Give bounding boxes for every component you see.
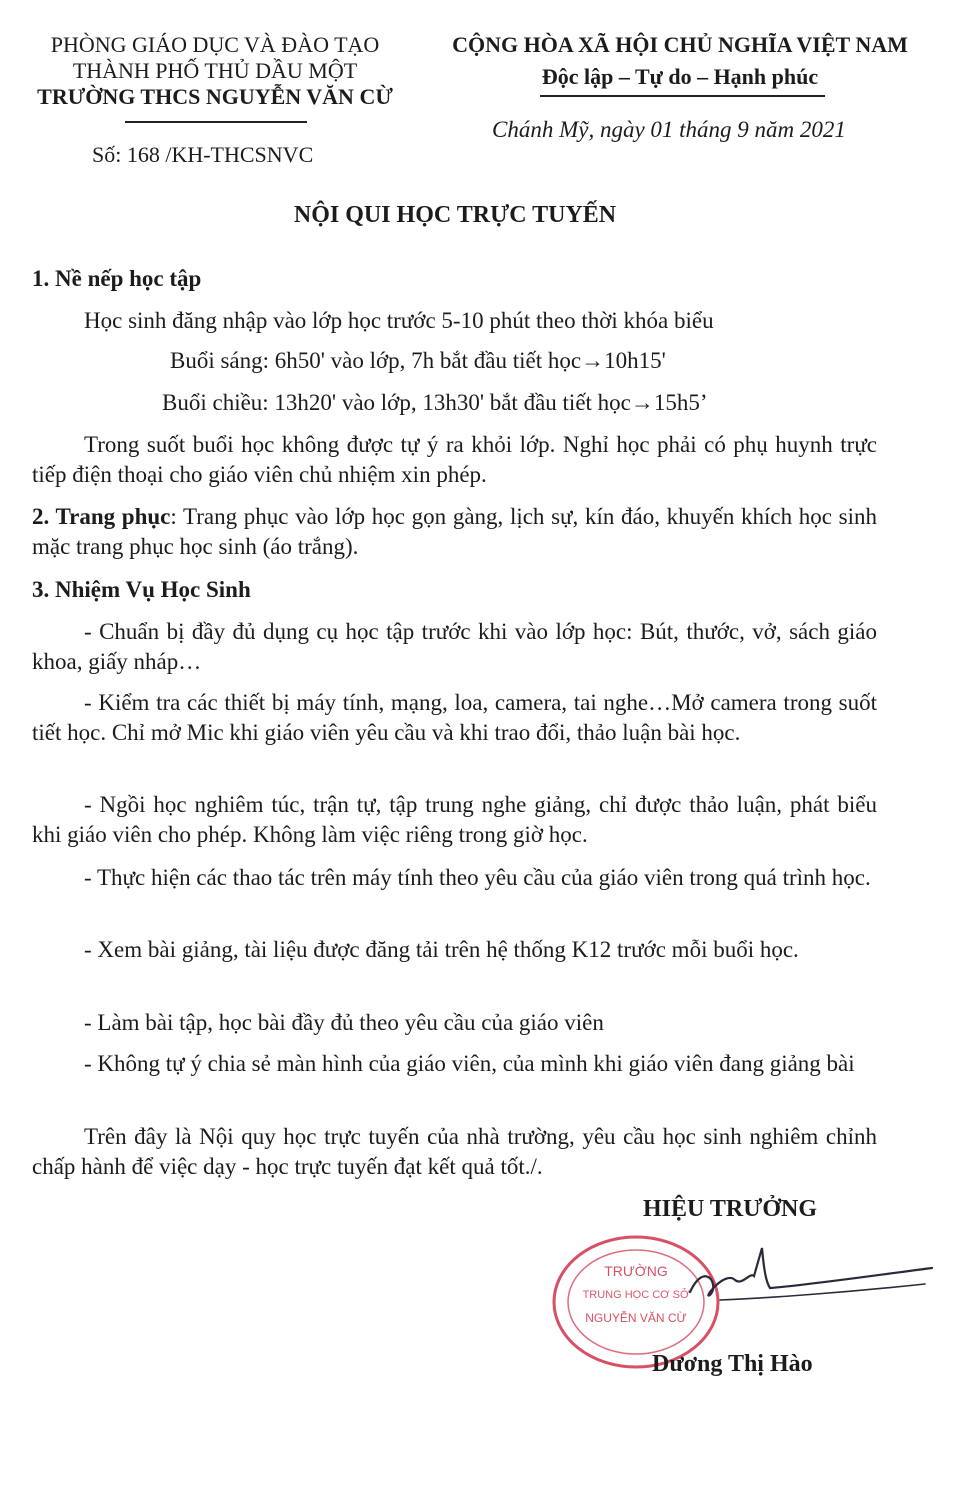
department-name: PHÒNG GIÁO DỤC VÀ ĐÀO TẠO [50,32,380,57]
stamp-text-line: TRƯỜNG [604,1263,668,1279]
afternoon-schedule: Buổi chiều: 13h20' vào lớp, 13h30' bắt đầu tiết học→15h5’ [162,390,708,415]
list-item: - Kiểm tra các thiết bị máy tính, mạng, loa, camera, tai nghe…Mở camera trong suốt tiết học. Chỉ mở Mic khi giáo viên yêu cầu và khi trao đổi, thảo luận bài học. [32,690,877,745]
country-name: CỘNG HÒA XÃ HỘI CHỦ NGHĨA VIỆT NAM [452,32,908,57]
section-1-heading: 1. Nề nếp học tập [32,266,202,291]
section-2-text: : Trang phục vào lớp học gọn gàng, lịch sự, kín đáo, khuyến khích học sinh mặc trang phục học sinh (áo trắng). [32,504,877,559]
signer-name: Dương Thị Hào [652,1351,813,1377]
section-2 [32,502,877,562]
document-number: Số: 168 /KH-THCSNVC [92,142,314,167]
stamp-text-line: NGUYỄN VĂN CỪ [585,1311,687,1325]
city-name: THÀNH PHỐ THỦ DẦU MỘT [72,58,358,83]
stamp-text-line: TRUNG HỌC CƠ SỞ [582,1289,690,1301]
list-item: - Xem bài giảng, tài liệu được đăng tải trên hệ thống K12 trước mỗi buổi học. [84,937,799,962]
closing-paragraph: Trên đây là Nội quy học trực tuyến của nhà trường, yêu cầu học sinh nghiêm chỉnh chấp hành để việc dạy - học trực tuyến đạt kết quả tốt./. [32,1124,877,1179]
header-left-rule [125,121,307,123]
list-item: - Không tự ý chia sẻ màn hình của giáo viên, của mình khi giáo viên đang giảng bài [84,1051,855,1076]
signer-role: HIỆU TRƯỞNG [643,1196,818,1222]
header-left [20,32,410,110]
school-name: TRƯỜNG THCS NGUYỄN VĂN CỪ [37,84,393,109]
section-2-heading: 2. Trang phục [32,504,171,529]
motto: Độc lập – Tự do – Hạnh phúc [541,64,819,89]
morning-schedule: Buổi sáng: 6h50' vào lớp, 7h bắt đầu tiết học→10h15' [170,348,666,373]
list-item: - Ngồi học nghiêm túc, trận tự, tập trung nghe giảng, chỉ được thảo luận, phát biểu khi giáo viên cho phép. Không làm việc riêng trong giờ học. [32,792,877,847]
section-1-intro: Học sinh đăng nhập vào lớp học trước 5-10 phút theo thời khóa biểu [84,308,714,333]
handwritten-signature [680,1240,940,1310]
document-date: Chánh Mỹ, ngày 01 tháng 9 năm 2021 [492,117,846,142]
header-right [410,32,950,90]
page-title: NỘI QUI HỌC TRỰC TUYẾN [293,202,617,228]
list-item: - Thực hiện các thao tác trên máy tính theo yêu cầu của giáo viên trong quá trình học. [84,865,871,890]
section-3-heading: 3. Nhiệm Vụ Học Sinh [32,577,251,602]
list-item: - Làm bài tập, học bài đầy đủ theo yêu cầu của giáo viên [84,1010,604,1035]
header-right-rule [540,95,825,97]
list-item: - Chuẩn bị đầy đủ dụng cụ học tập trước khi vào lớp học: Bút, thước, vở, sách giáo khoa, giấy nháp… [32,619,877,674]
section-1-rule: Trong suốt buổi học không được tự ý ra khỏi lớp. Nghỉ học phải có phụ huynh trực tiếp điện thoại cho giáo viên chủ nhiệm xin phép. [32,432,877,487]
